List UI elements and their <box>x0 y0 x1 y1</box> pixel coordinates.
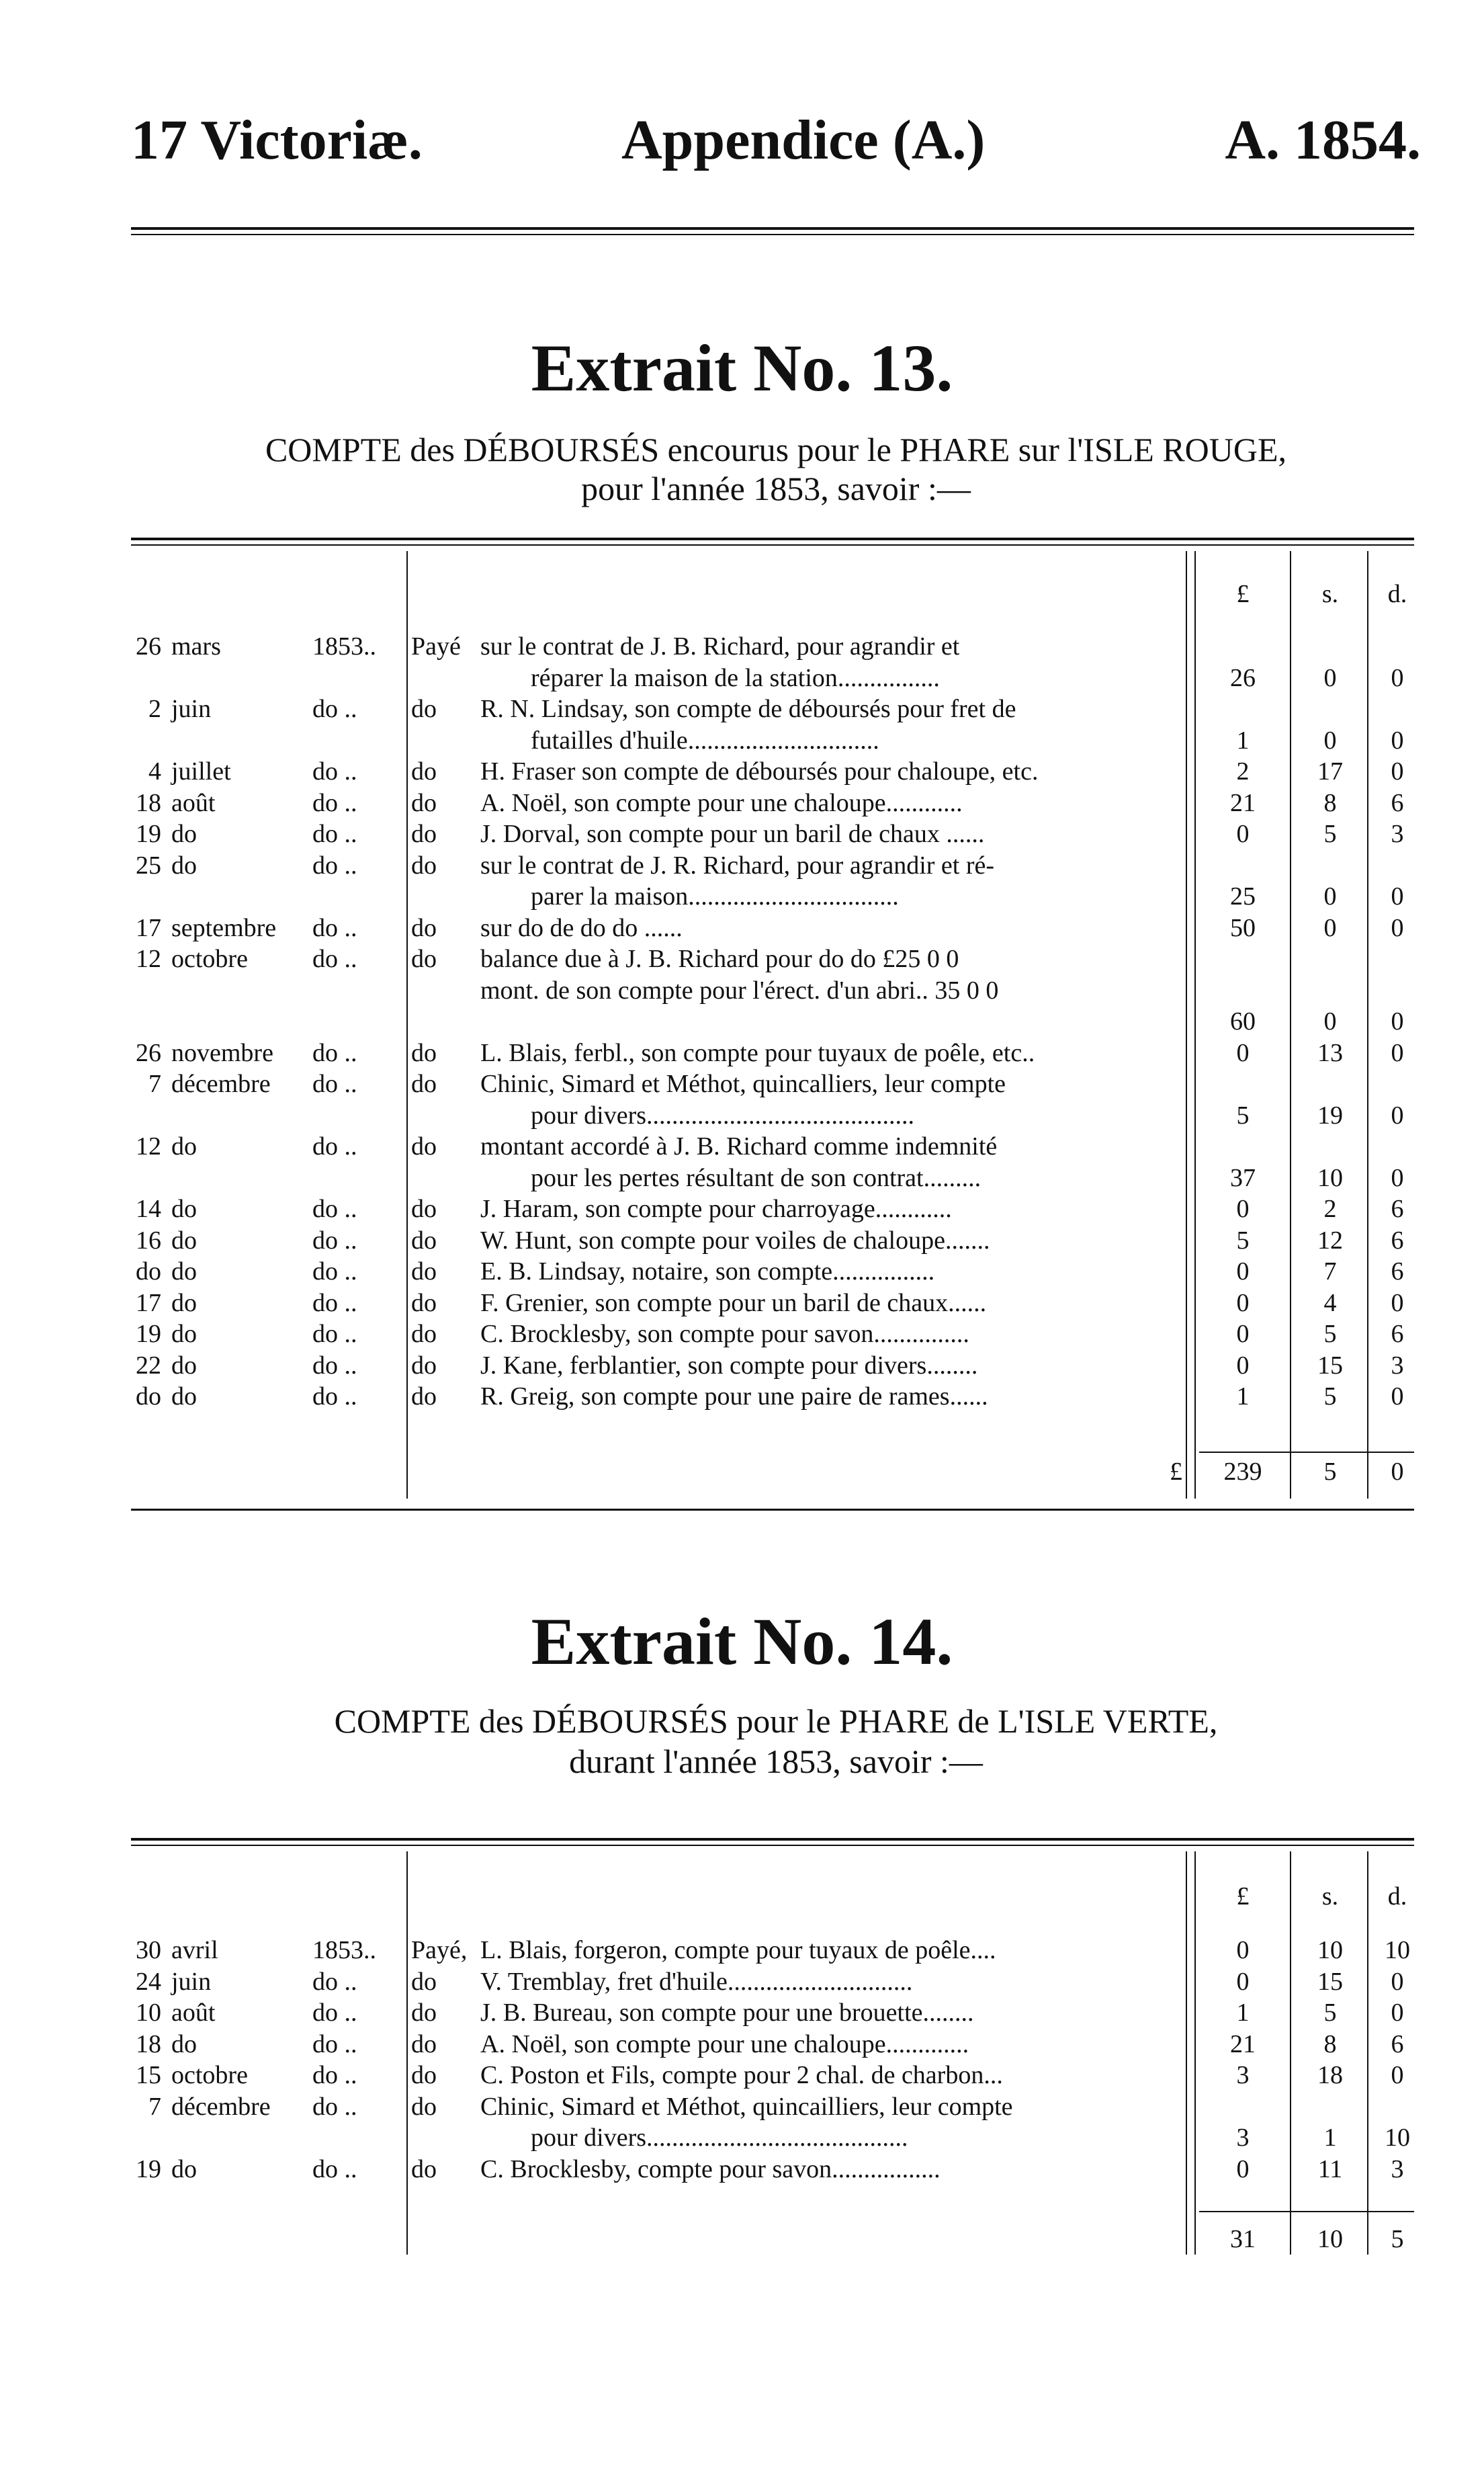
entry-description: W. Hunt, son compte pour voiles de chaloupe....... <box>480 1226 990 1255</box>
extrait-14-caption-2: durant l'année 1853, savoir :— <box>569 1743 983 1780</box>
entry-month: décembre <box>171 1070 271 1098</box>
total-shillings: 5 <box>1323 1458 1337 1486</box>
entry-month: juin <box>171 1967 212 1996</box>
entry-day: 18 <box>136 788 161 817</box>
entry-description: C. Brocklesby, compte pour savon................. <box>480 2154 941 2183</box>
entry-shillings: 13 <box>1317 1038 1343 1067</box>
entry-pence: 0 <box>1391 1101 1404 1130</box>
entry-pounds: 25 <box>1230 882 1256 911</box>
entry-pence: 10 <box>1385 1936 1410 1964</box>
entry-day: 24 <box>136 1967 161 1996</box>
entry-pence: 6 <box>1391 1226 1404 1255</box>
entry-description: réparer la maison de la station................ <box>531 663 940 692</box>
entry-pounds: 1 <box>1236 1999 1250 2027</box>
entry-pounds: 5 <box>1236 1226 1250 1255</box>
entry-year: do .. <box>312 1070 357 1098</box>
entry-description: sur le contrat de J. R. Richard, pour agrandir et ré- <box>480 851 995 880</box>
entry-description: mont. de son compte pour l'érect. d'un abri.. 35 0 0 <box>480 976 999 1005</box>
entry-day: 12 <box>136 1132 161 1161</box>
entry-paid: do <box>411 2061 437 2089</box>
entry-shillings: 15 <box>1317 1351 1343 1380</box>
entry-description: J. Dorval, son compte pour un baril de chaux ...... <box>480 820 985 848</box>
head-rule-thin <box>131 234 1414 235</box>
entry-year: do .. <box>312 695 357 723</box>
entry-year: do .. <box>312 2061 357 2089</box>
table-row <box>0 976 1484 1005</box>
entry-shillings: 18 <box>1317 2061 1343 2089</box>
table-row <box>0 1132 1484 1161</box>
entry-description: montant accordé à J. B. Richard comme indemnité <box>480 1132 998 1161</box>
table-bottom-rule <box>131 1509 1414 1511</box>
entry-month: do <box>171 820 197 848</box>
col-pound-header: £ <box>1236 1882 1250 1911</box>
entry-paid: do <box>411 1320 437 1348</box>
table-row <box>0 788 1484 818</box>
extrait-14-title: Extrait No. 14. <box>531 1604 953 1679</box>
entry-description: L. Blais, forgeron, compte pour tuyaux de poêle.... <box>480 1936 996 1964</box>
col-rule-date <box>406 551 408 1499</box>
table-row <box>0 882 1484 911</box>
entry-month: do <box>171 851 197 880</box>
col-rule-desc <box>1186 551 1187 1499</box>
entry-pence: 6 <box>1391 788 1404 817</box>
total-symbol: £ <box>1170 1458 1182 1486</box>
entry-pence: 6 <box>1391 1257 1404 1286</box>
entry-day: 30 <box>136 1936 161 1964</box>
entry-year: do .. <box>312 1967 357 1996</box>
entry-description: parer la maison................................. <box>531 882 899 911</box>
entry-pounds: 37 <box>1230 1163 1256 1192</box>
entry-description: H. Fraser son compte de déboursés pour chaloupe, etc. <box>480 757 1039 786</box>
entry-paid: do <box>411 1038 437 1067</box>
entry-day: 12 <box>136 945 161 973</box>
entry-description: R. Greig, son compte pour une paire de rames...... <box>480 1382 988 1411</box>
extrait-13-caption-2: pour l'année 1853, savoir :— <box>581 470 971 507</box>
running-head-right: A. 1854. <box>1225 109 1421 171</box>
entry-shillings: 10 <box>1317 1936 1343 1964</box>
entry-year: do .. <box>312 1999 357 2027</box>
col-d-header: d. <box>1387 580 1407 608</box>
entry-paid: do <box>411 1132 437 1161</box>
entry-pounds: 3 <box>1236 2061 1250 2089</box>
entry-year: do .. <box>312 1320 357 1348</box>
entry-day: 17 <box>136 1288 161 1317</box>
entry-year: 1853.. <box>312 632 376 661</box>
entry-shillings: 11 <box>1317 2154 1343 2183</box>
entry-year: do .. <box>312 820 357 848</box>
total-pence: 0 <box>1391 1458 1404 1486</box>
col-s-header: s. <box>1321 1882 1339 1911</box>
entry-description: C. Poston et Fils, compte pour 2 chal. de charbon... <box>480 2061 1003 2089</box>
table-row <box>0 1935 1484 1965</box>
table-row <box>0 2060 1484 2090</box>
entry-pounds: 0 <box>1236 1288 1250 1317</box>
entry-year: do .. <box>312 945 357 973</box>
entry-pounds: 0 <box>1236 1257 1250 1286</box>
running-head-left: 17 Victoriæ. <box>131 109 423 171</box>
entry-day: do <box>136 1382 161 1411</box>
entry-shillings: 0 <box>1323 1007 1337 1036</box>
entry-pence: 3 <box>1391 1351 1404 1380</box>
entry-pounds: 1 <box>1236 726 1250 755</box>
entry-month: do <box>171 2029 197 2058</box>
entry-pence: 3 <box>1391 820 1404 848</box>
entry-description: R. N. Lindsay, son compte de déboursés pour fret de <box>480 695 1016 723</box>
col-rule-desc-2 <box>1194 551 1196 1499</box>
entry-day: 18 <box>136 2029 161 2058</box>
entry-paid: do <box>411 1257 437 1286</box>
extrait-14-caption-1: COMPTE des DÉBOURSÉS pour le PHARE de L'ISLE VERTE, <box>334 1702 1218 1740</box>
table-row <box>0 2092 1484 2122</box>
entry-pounds: 60 <box>1230 1007 1256 1036</box>
entry-pence: 0 <box>1391 1163 1404 1192</box>
entry-pounds: 0 <box>1236 1936 1250 1964</box>
entry-day: 25 <box>136 851 161 880</box>
entry-pounds: 0 <box>1236 1320 1250 1348</box>
entry-shillings: 1 <box>1323 2124 1337 2152</box>
entry-day: 4 <box>148 757 161 786</box>
entry-description: J. Kane, ferblantier, son compte pour divers........ <box>480 1351 978 1380</box>
entry-pounds: 0 <box>1236 2154 1250 2183</box>
total-pounds: 31 <box>1230 2225 1256 2253</box>
table-row <box>0 819 1484 849</box>
entry-shillings: 19 <box>1317 1101 1343 1130</box>
entry-day: 16 <box>136 1226 161 1255</box>
entry-pence: 0 <box>1391 663 1404 692</box>
entry-description: C. Brocklesby, son compte pour savon............... <box>480 1320 969 1348</box>
entry-year: do .. <box>312 1351 357 1380</box>
entry-pence: 0 <box>1391 913 1404 942</box>
table-row <box>0 726 1484 755</box>
entry-paid: do <box>411 788 437 817</box>
entry-shillings: 5 <box>1323 820 1337 848</box>
table-row <box>0 1007 1484 1036</box>
entry-description: Chinic, Simard et Méthot, quincailliers, leur compte <box>480 2092 1013 2121</box>
table-row <box>0 1069 1484 1099</box>
entry-day: 17 <box>136 913 161 942</box>
table-row <box>0 2123 1484 2152</box>
total-row <box>0 1457 1484 1486</box>
col-s-header: s. <box>1321 580 1339 608</box>
table-row <box>0 2154 1484 2184</box>
entry-day: 19 <box>136 820 161 848</box>
entry-year: do .. <box>312 913 357 942</box>
entry-month: juillet <box>171 757 231 786</box>
entry-month: avril <box>171 1936 218 1964</box>
entry-year: do .. <box>312 1226 357 1255</box>
entry-year: do .. <box>312 757 357 786</box>
entry-paid: do <box>411 1967 437 1996</box>
entry-pence: 0 <box>1391 2061 1404 2089</box>
entry-month: do <box>171 2154 197 2183</box>
entry-shillings: 10 <box>1317 1163 1343 1192</box>
entry-year: do .. <box>312 2092 357 2121</box>
entry-pence: 0 <box>1391 882 1404 911</box>
table-top-rule-thin <box>131 1845 1414 1846</box>
entry-pence: 6 <box>1391 1320 1404 1348</box>
entry-paid: do <box>411 2154 437 2183</box>
entry-pounds: 26 <box>1230 663 1256 692</box>
entry-paid: do <box>411 913 437 942</box>
entry-day: 19 <box>136 1320 161 1348</box>
entry-pounds: 21 <box>1230 788 1256 817</box>
entry-day: 7 <box>148 2092 161 2121</box>
entry-paid: do <box>411 1351 437 1380</box>
entry-description: sur do de do do ...... <box>480 913 683 942</box>
table-row <box>0 1163 1484 1193</box>
entry-shillings: 12 <box>1317 1226 1343 1255</box>
entry-description: pour divers......................................... <box>531 2124 908 2152</box>
entry-pence: 0 <box>1391 1007 1404 1036</box>
col-rule-date <box>406 1851 408 2255</box>
table-row <box>0 1257 1484 1286</box>
entry-paid: do <box>411 820 437 848</box>
table-top-rule-thin <box>131 544 1414 546</box>
entry-month: octobre <box>171 2061 248 2089</box>
entry-pounds: 21 <box>1230 2029 1256 2058</box>
entry-month: août <box>171 788 216 817</box>
entry-month: septembre <box>171 913 277 942</box>
entry-paid: do <box>411 1288 437 1317</box>
entry-year: do .. <box>312 788 357 817</box>
entry-paid: do <box>411 1999 437 2027</box>
entry-pounds: 0 <box>1236 1967 1250 1996</box>
entry-description: E. B. Lindsay, notaire, son compte................ <box>480 1257 935 1286</box>
running-head-center: Appendice (A.) <box>621 109 986 171</box>
entry-year: do .. <box>312 1288 357 1317</box>
entry-shillings: 8 <box>1323 788 1337 817</box>
table-row <box>0 1101 1484 1130</box>
entry-day: 7 <box>148 1070 161 1098</box>
entry-description: sur le contrat de J. B. Richard, pour agrandir et <box>480 632 960 661</box>
entry-day: 14 <box>136 1195 161 1223</box>
col-rule-desc-2 <box>1194 1851 1196 2255</box>
table-top-rule <box>131 538 1414 540</box>
entry-day: 15 <box>136 2061 161 2089</box>
entry-pence: 6 <box>1391 2029 1404 2058</box>
table-row <box>0 1382 1484 1411</box>
entry-description: V. Tremblay, fret d'huile............................. <box>480 1967 913 1996</box>
entry-description: J. Haram, son compte pour charroyage............ <box>480 1195 952 1223</box>
table-row <box>0 1288 1484 1318</box>
entry-month: décembre <box>171 2092 271 2121</box>
entry-paid: do <box>411 1382 437 1411</box>
entry-year: do .. <box>312 2029 357 2058</box>
entry-description: J. B. Bureau, son compte pour une brouette........ <box>480 1999 974 2027</box>
col-rule-pound <box>1290 1851 1291 2255</box>
total-pence: 5 <box>1391 2225 1404 2253</box>
entry-day: do <box>136 1257 161 1286</box>
entry-shillings: 5 <box>1323 1999 1337 2027</box>
total-rule <box>1199 2211 1414 2212</box>
entry-pence: 0 <box>1391 726 1404 755</box>
entry-month: do <box>171 1226 197 1255</box>
entry-paid: Payé <box>411 632 461 661</box>
entry-pence: 3 <box>1391 2154 1404 2183</box>
entry-year: 1853.. <box>312 1936 376 1964</box>
entry-paid: do <box>411 695 437 723</box>
entry-description: Chinic, Simard et Méthot, quincalliers, leur compte <box>480 1070 1006 1098</box>
col-d-header: d. <box>1387 1882 1407 1911</box>
table-row <box>0 2029 1484 2059</box>
entry-day: 26 <box>136 1038 161 1067</box>
entry-month: octobre <box>171 945 248 973</box>
entry-paid: do <box>411 851 437 880</box>
entry-paid: do <box>411 1195 437 1223</box>
entry-description: pour les pertes résultant de son contrat......... <box>531 1163 981 1192</box>
entry-shillings: 17 <box>1317 757 1343 786</box>
entry-pounds: 50 <box>1230 913 1256 942</box>
table-row <box>0 694 1484 724</box>
entry-month: do <box>171 1195 197 1223</box>
table-row <box>0 851 1484 880</box>
entry-pounds: 2 <box>1236 757 1250 786</box>
running-head <box>131 108 1421 175</box>
entry-paid: do <box>411 1226 437 1255</box>
entry-year: do .. <box>312 2154 357 2183</box>
entry-pounds: 3 <box>1236 2124 1250 2152</box>
table-row <box>0 1194 1484 1224</box>
entry-month: do <box>171 1351 197 1380</box>
entry-month: mars <box>171 632 221 661</box>
extrait-13-title: Extrait No. 13. <box>531 331 953 405</box>
table-row <box>0 1226 1484 1255</box>
entry-year: do .. <box>312 1257 357 1286</box>
entry-year: do .. <box>312 1195 357 1223</box>
entry-description: balance due à J. B. Richard pour do do £25 0 0 <box>480 945 959 973</box>
entry-pence: 0 <box>1391 1382 1404 1411</box>
entry-pence: 0 <box>1391 1999 1404 2027</box>
entry-pounds: 0 <box>1236 1038 1250 1067</box>
extrait-13-caption-1: COMPTE des DÉBOURSÉS encourus pour le PHARE sur l'ISLE ROUGE, <box>265 431 1287 468</box>
head-rule <box>131 227 1414 230</box>
entry-month: do <box>171 1320 197 1348</box>
entry-month: août <box>171 1999 216 2027</box>
entry-shillings: 8 <box>1323 2029 1337 2058</box>
total-shillings: 10 <box>1317 2225 1343 2253</box>
entry-month: do <box>171 1382 197 1411</box>
entry-shillings: 2 <box>1323 1195 1337 1223</box>
total-rule <box>1199 1452 1414 1453</box>
entry-paid: do <box>411 2092 437 2121</box>
entry-pounds: 5 <box>1236 1101 1250 1130</box>
entry-year: do .. <box>312 1382 357 1411</box>
entry-pounds: 0 <box>1236 1351 1250 1380</box>
entry-shillings: 5 <box>1323 1382 1337 1411</box>
entry-pounds: 0 <box>1236 1195 1250 1223</box>
entry-month: novembre <box>171 1038 273 1067</box>
entry-day: 2 <box>148 695 161 723</box>
entry-shillings: 0 <box>1323 882 1337 911</box>
table-row <box>0 632 1484 661</box>
table-row <box>0 1998 1484 2027</box>
entry-pence: 0 <box>1391 1038 1404 1067</box>
entry-month: do <box>171 1257 197 1286</box>
entry-shillings: 7 <box>1323 1257 1337 1286</box>
entry-year: do .. <box>312 1132 357 1161</box>
entry-year: do .. <box>312 1038 357 1067</box>
entry-paid: do <box>411 757 437 786</box>
entry-paid: do <box>411 2029 437 2058</box>
entry-shillings: 4 <box>1323 1288 1337 1317</box>
entry-pence: 10 <box>1385 2124 1410 2152</box>
entry-shillings: 0 <box>1323 913 1337 942</box>
col-rule-s <box>1367 551 1368 1499</box>
table-row <box>0 913 1484 943</box>
table-row <box>0 663 1484 693</box>
entry-shillings: 5 <box>1323 1320 1337 1348</box>
entry-month: juin <box>171 695 212 723</box>
entry-shillings: 15 <box>1317 1967 1343 1996</box>
entry-shillings: 0 <box>1323 663 1337 692</box>
table-row <box>0 1319 1484 1349</box>
col-rule-pound <box>1290 551 1291 1499</box>
entry-year: do .. <box>312 851 357 880</box>
entry-pounds: 1 <box>1236 1382 1250 1411</box>
table-row <box>0 1351 1484 1380</box>
entry-description: F. Grenier, son compte pour un baril de chaux...... <box>480 1288 987 1317</box>
entry-paid: do <box>411 1070 437 1098</box>
col-rule-s <box>1367 1851 1368 2255</box>
table-row <box>0 1967 1484 1997</box>
entry-month: do <box>171 1132 197 1161</box>
total-pounds: 239 <box>1223 1458 1262 1486</box>
entry-month: do <box>171 1288 197 1317</box>
entry-description: futailles d'huile.............................. <box>531 726 879 755</box>
entry-pence: 6 <box>1391 1195 1404 1223</box>
col-pound-header: £ <box>1236 580 1250 608</box>
entry-paid: do <box>411 945 437 973</box>
col-rule-desc <box>1186 1851 1187 2255</box>
entry-pence: 0 <box>1391 1967 1404 1996</box>
entry-description: pour divers.......................................... <box>531 1101 915 1130</box>
entry-pence: 0 <box>1391 1288 1404 1317</box>
entry-paid: Payé, <box>411 1936 468 1964</box>
table-row <box>0 757 1484 786</box>
table-row <box>0 1038 1484 1068</box>
entry-description: A. Noël, son compte pour une chaloupe............. <box>480 2029 969 2058</box>
entry-shillings: 0 <box>1323 726 1337 755</box>
entry-day: 22 <box>136 1351 161 1380</box>
table-row <box>0 944 1484 974</box>
entry-day: 10 <box>136 1999 161 2027</box>
table-top-rule <box>131 1838 1414 1841</box>
total-row <box>0 2224 1484 2254</box>
entry-day: 26 <box>136 632 161 661</box>
entry-pence: 0 <box>1391 757 1404 786</box>
entry-day: 19 <box>136 2154 161 2183</box>
entry-pounds: 0 <box>1236 820 1250 848</box>
entry-description: A. Noël, son compte pour une chaloupe............ <box>480 788 963 817</box>
entry-description: L. Blais, ferbl., son compte pour tuyaux de poêle, etc.. <box>480 1038 1035 1067</box>
